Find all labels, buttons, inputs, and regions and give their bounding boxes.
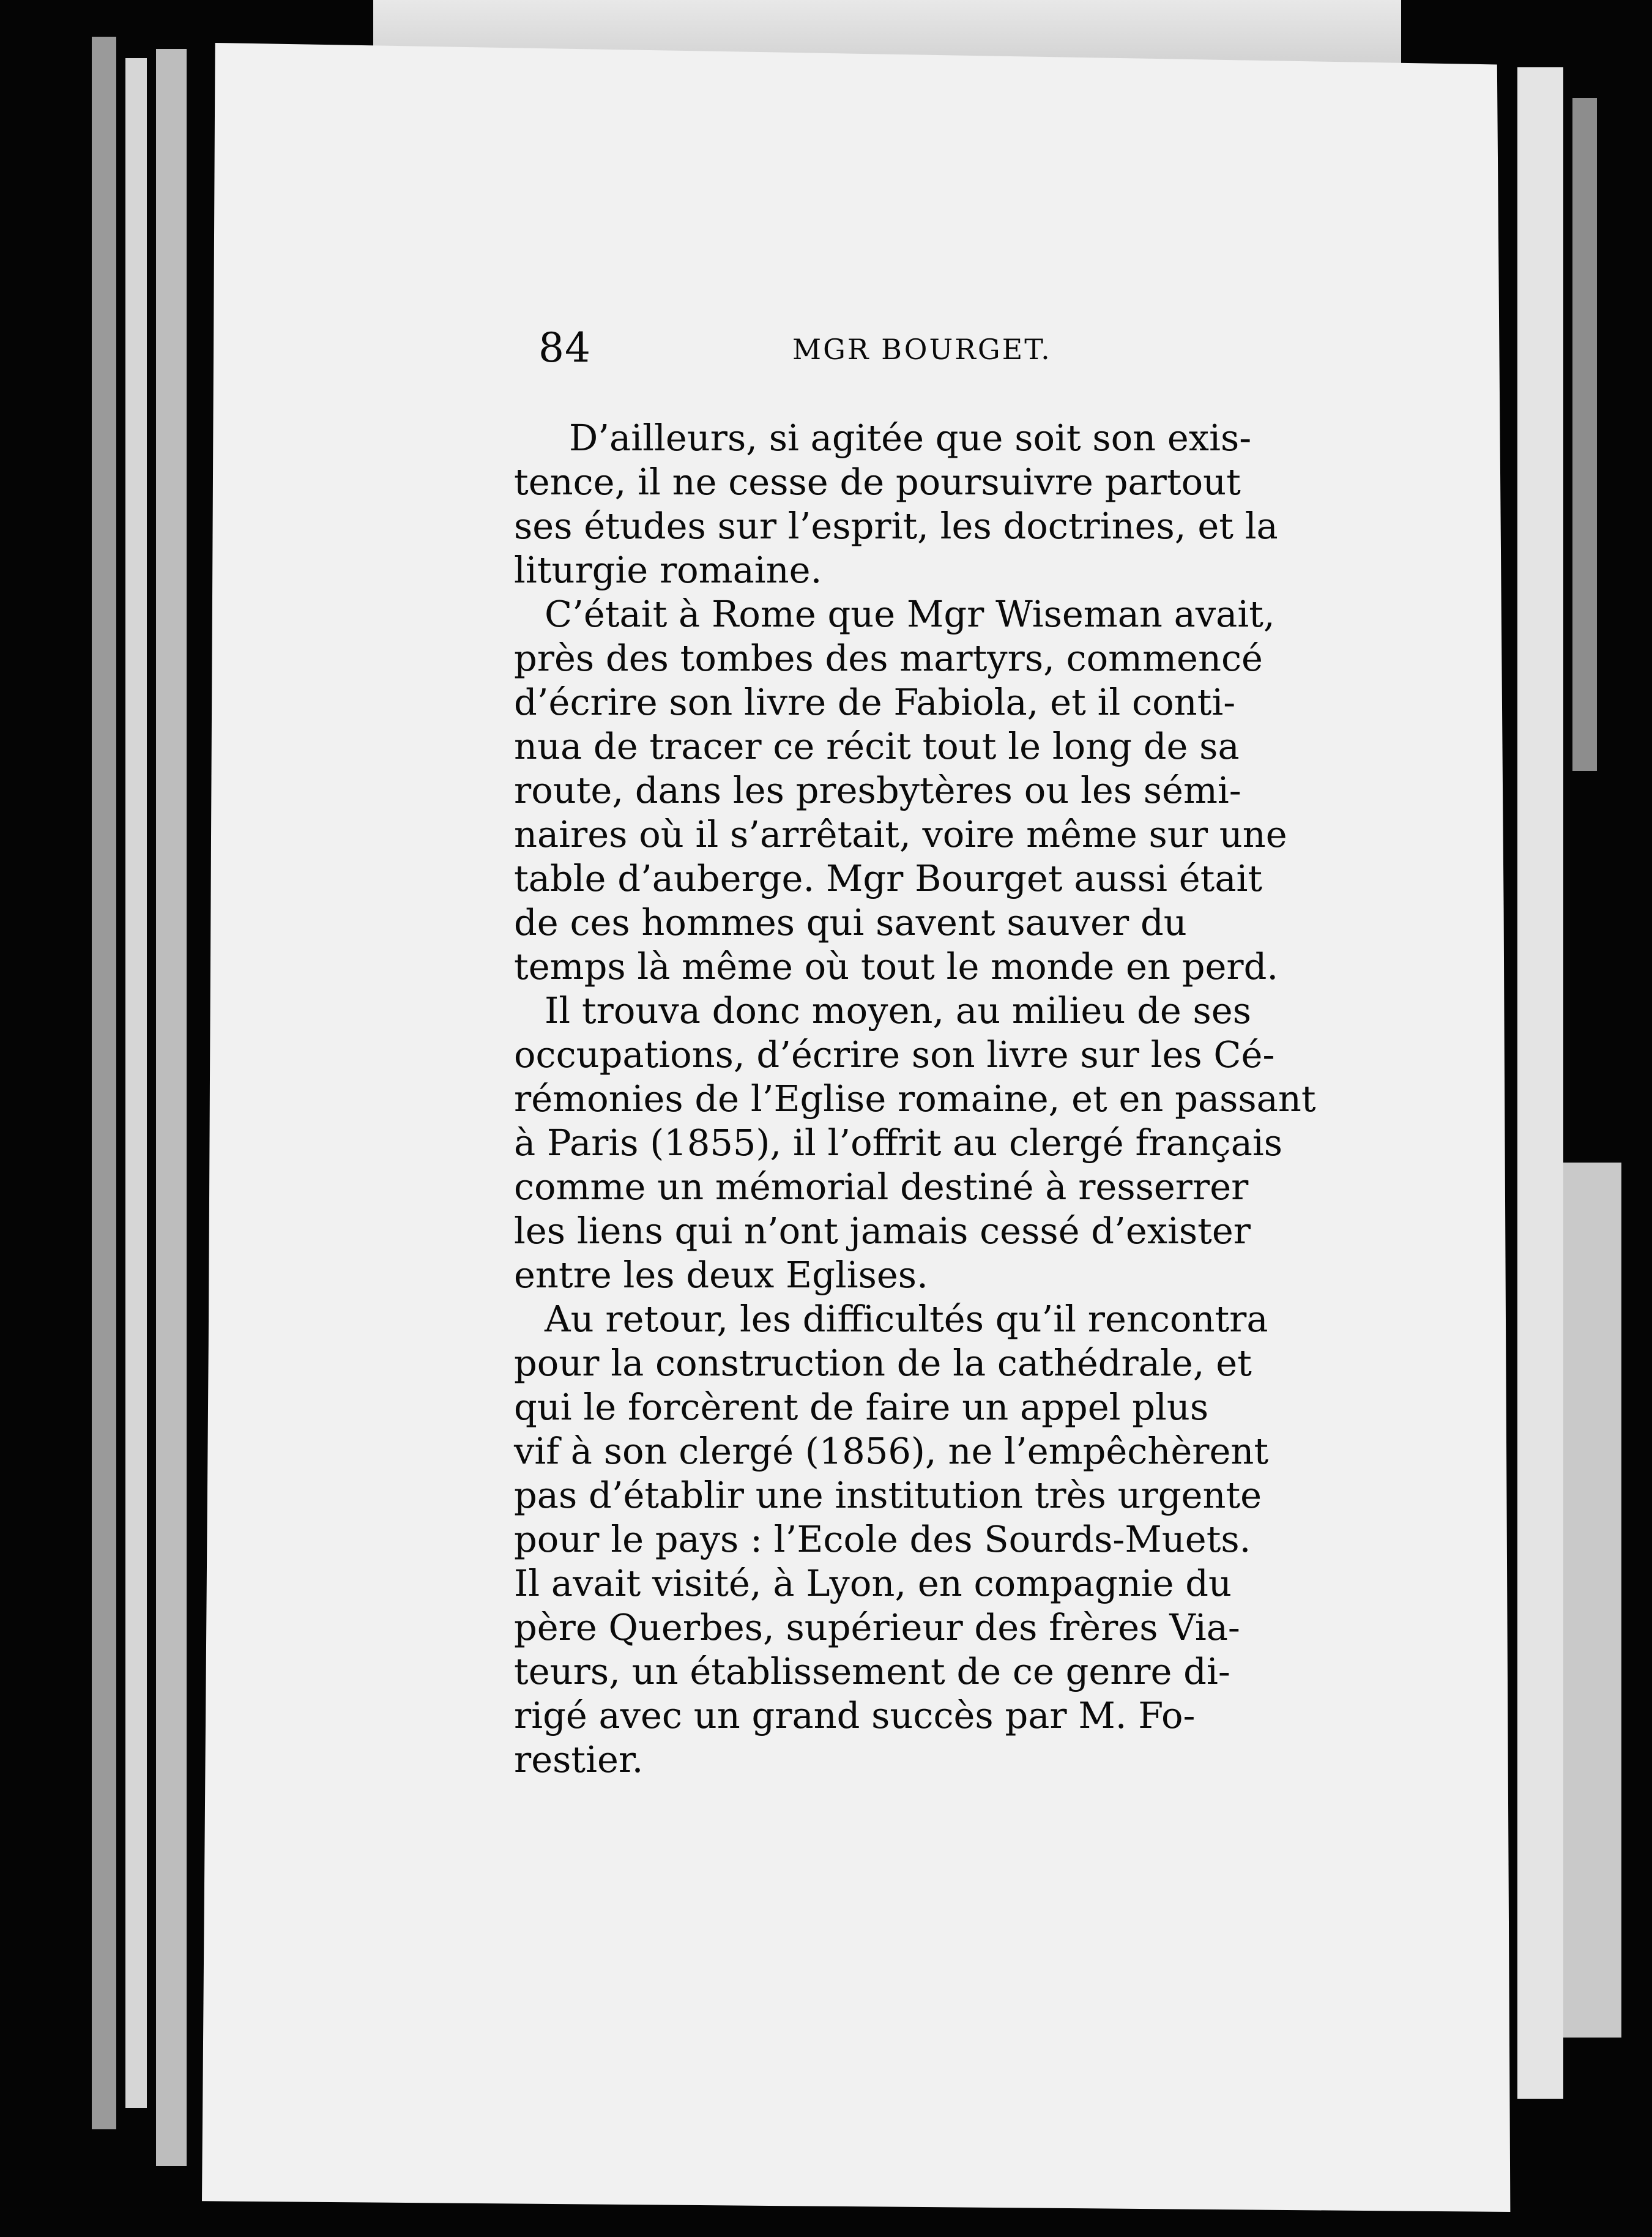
stacked-page-edge <box>92 37 116 2129</box>
stacked-page-edge <box>1517 67 1563 2099</box>
text-line: entre les deux Eglises. <box>514 1254 928 1296</box>
running-head: MGR BOURGET. <box>792 333 1052 366</box>
text-line: Au retour, les difficultés qu’il rencontra <box>545 1298 1268 1340</box>
text-line: Il avait visité, à Lyon, en compagnie du <box>514 1562 1232 1604</box>
text-line: nua de tracer ce récit tout le long de sa <box>514 725 1240 767</box>
stacked-page-edge <box>156 49 187 2166</box>
text-line: les liens qui n’ont jamais cessé d’exister <box>514 1210 1251 1252</box>
text-line: naires où il s’arrêtait, voire même sur une <box>514 813 1287 855</box>
text-line: près des tombes des martyrs, commencé <box>514 637 1263 679</box>
text-line: Il trouva donc moyen, au milieu de ses <box>545 989 1251 1032</box>
text-line: table d’auberge. Mgr Bourget aussi était <box>514 857 1263 899</box>
text-line: rémonies de l’Eglise romaine, et en passant <box>514 1078 1316 1120</box>
text-line: C’était à Rome que Mgr Wiseman avait, <box>545 593 1275 635</box>
text-line: vif à son clergé (1856), ne l’empêchèrent <box>514 1430 1269 1472</box>
text-line: route, dans les presbytères ou les sémi- <box>514 769 1241 811</box>
text-line: pas d’établir une institution très urgente <box>514 1474 1262 1516</box>
text-line: de ces hommes qui savent sauver du <box>514 901 1187 944</box>
text-line: comme un mémorial destiné à resserrer <box>514 1166 1249 1208</box>
page-number: 84 <box>538 324 591 371</box>
text-line: ses études sur l’esprit, les doctrines, et la <box>514 505 1278 547</box>
text-line: pour le pays : l’Ecole des Sourds-Muets. <box>514 1518 1251 1560</box>
stacked-page-edge <box>1563 1163 1621 2038</box>
stacked-page-edge <box>125 58 147 2108</box>
page-header <box>538 324 1150 379</box>
text-line: temps là même où tout le monde en perd. <box>514 945 1279 988</box>
stacked-page-edge <box>1572 98 1597 771</box>
text-line: père Querbes, supérieur des frères Via- <box>514 1606 1240 1648</box>
text-line: pour la construction de la cathédrale, et <box>514 1342 1252 1384</box>
text-line: à Paris (1855), il l’offrit au clergé français <box>514 1122 1283 1164</box>
text-line: restier. <box>514 1738 644 1781</box>
text-line: occupations, d’écrire son livre sur les Cé- <box>514 1033 1275 1076</box>
text-line: tence, il ne cesse de poursuivre partout <box>514 461 1241 503</box>
text-line: rigé avec un grand succès par M. Fo- <box>514 1694 1196 1736</box>
text-line: liturgie romaine. <box>514 549 822 591</box>
text-line: D’ailleurs, si agitée que soit son exis- <box>569 417 1252 459</box>
text-line: d’écrire son livre de Fabiola, et il conti- <box>514 681 1236 723</box>
text-line: qui le forcèrent de faire un appel plus <box>514 1386 1209 1428</box>
text-line: teurs, un établissement de ce genre di- <box>514 1650 1230 1692</box>
